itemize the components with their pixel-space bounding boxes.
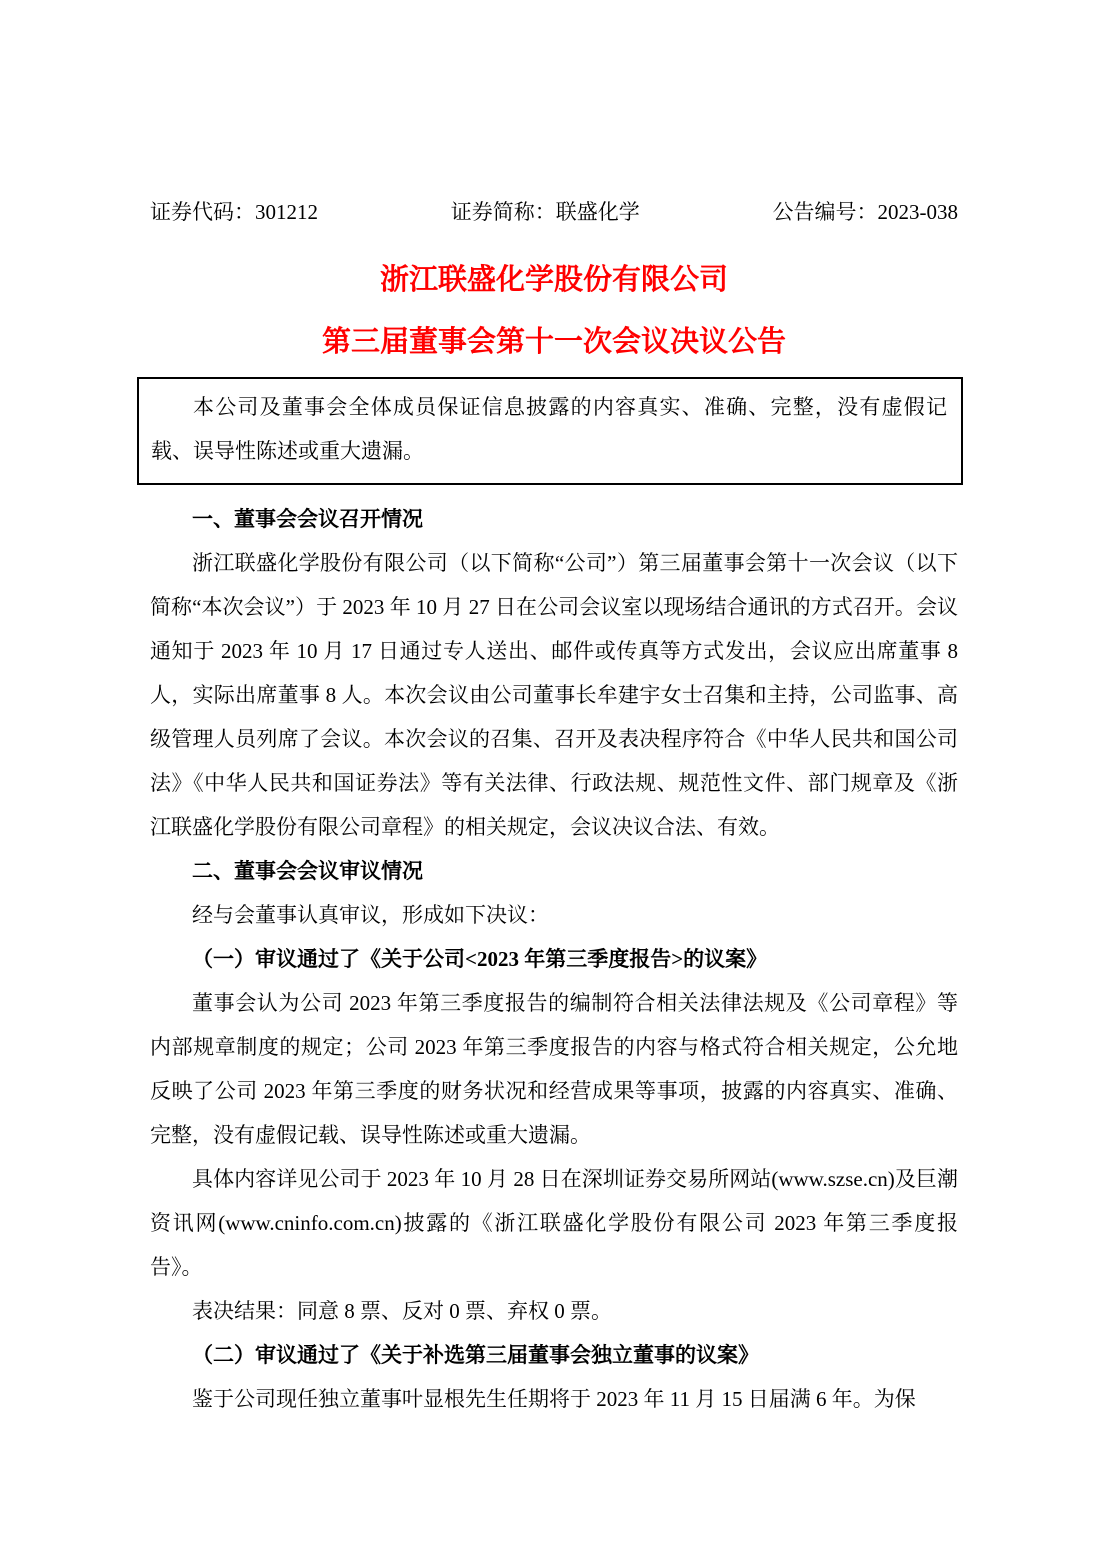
paragraph-independent-director: 鉴于公司现任独立董事叶显根先生任期将于 2023 年 11 月 15 日届满 6 年。为保 — [192, 1387, 916, 1411]
document-title-company: 浙江联盛化学股份有限公司 — [379, 264, 728, 296]
stock-code: 证券代码：301212 — [150, 200, 318, 224]
document-title-subject: 第三届董事会第十一次会议决议公告 — [321, 326, 786, 358]
announcement-number: 公告编号：2023-038 — [772, 200, 958, 224]
paragraph-resolution-intro: 经与会董事认真审议，形成如下决议： — [192, 903, 549, 927]
section-heading-deliberation: 二、董事会会议审议情况 — [192, 859, 423, 883]
disclaimer-text: 本公司及董事会全体成员保证信息披露的内容真实、准确、完整，没有虚假记载、误导性陈述或重大遗漏。 — [151, 395, 947, 463]
document-body — [150, 497, 958, 1421]
paragraph-q3-report-opinion: 董事会认为公司 2023 年第三季度报告的编制符合相关法律法规及《公司章程》等内部规章制度的规定；公司 2023 年第三季度报告的内容与格式符合相关规定，公允地反映了公司 2023 年第三季度的财务状况和经营成果等事项，披露的内容真实、准确、完整，没有虚假记载、误导性陈述或重大遗漏。 — [150, 991, 958, 1147]
disclaimer-box — [137, 377, 963, 485]
stock-abbr: 证券简称：联盛化学 — [450, 200, 640, 224]
paragraph-disclosure-details: 具体内容详见公司于 2023 年 10 月 28 日在深圳证券交易所网站(www.szse.cn)及巨潮资讯网(www.cninfo.com.cn)披露的《浙江联盛化学股份有限公司 2023 年第三季度报告》。 — [150, 1167, 958, 1279]
paragraph-vote-result: 表决结果：同意 8 票、反对 0 票、弃权 0 票。 — [192, 1299, 612, 1323]
document-header-row — [150, 198, 958, 226]
item-heading-q3-report: （一）审议通过了《关于公司<2023 年第三季度报告>的议案》 — [192, 947, 768, 971]
section-heading-meeting-convening: 一、董事会会议召开情况 — [192, 507, 423, 531]
item-heading-independent-director: （二）审议通过了《关于补选第三届董事会独立董事的议案》 — [192, 1343, 759, 1367]
paragraph-meeting-convening: 浙江联盛化学股份有限公司（以下简称“公司”）第三届董事会第十一次会议（以下简称“本次会议”）于 2023 年 10 月 27 日在公司会议室以现场结合通讯的方式召开。会议通知于 2023 年 10 月 17 日通过专人送出、邮件或传真等方式发出，会议应出席董事 8 人，实际出席董事 8 人。本次会议由公司董事长牟建宇女士召集和主持，公司监事、高级管理人员列席了会议。本次会议的召集、召开及表决程序符合《中华人民共和国公司法》《中华人民共和国证券法》等有关法律、行政法规、规范性文件、部门规章及《浙江联盛化学股份有限公司章程》的相关规定，会议决议合法、有效。 — [150, 551, 958, 839]
